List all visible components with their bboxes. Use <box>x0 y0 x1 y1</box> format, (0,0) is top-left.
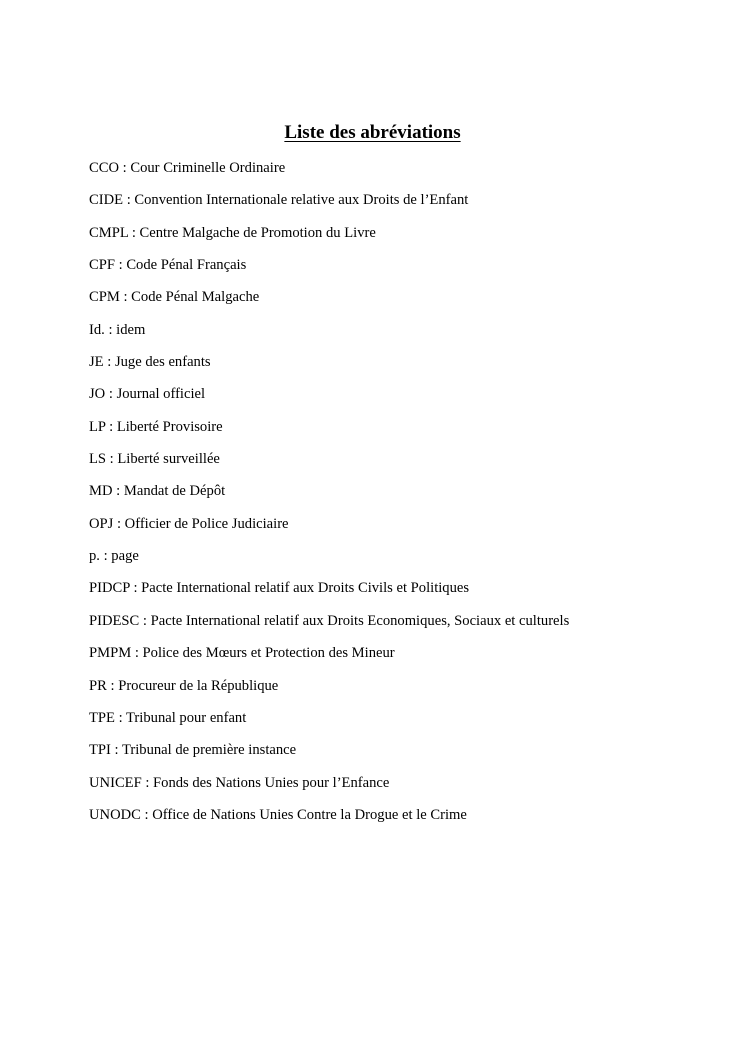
abbreviation-item: PR : Procureur de la République <box>89 677 279 694</box>
abbreviation-item: TPE : Tribunal pour enfant <box>89 709 247 726</box>
abbreviation-item: LS : Liberté surveillée <box>89 451 220 468</box>
abbreviation-item: Id. : idem <box>89 321 146 338</box>
abbreviation-item: UNODC : Office de Nations Unies Contre la Drogue et le Crime <box>89 806 467 823</box>
abbreviation-item: UNICEF : Fonds des Nations Unies pour l’Enfance <box>89 774 390 791</box>
abbreviation-item: MD : Mandat de Dépôt <box>89 483 226 500</box>
abbreviation-item: p. : page <box>89 548 139 565</box>
abbreviation-item: PIDESC : Pacte International relatif aux Droits Economiques, Sociaux et culturels <box>89 612 570 629</box>
abbreviation-item: CMPL : Centre Malgache de Promotion du Livre <box>89 224 376 241</box>
abbreviation-item: PMPM : Police des Mœurs et Protection des Mineur <box>89 645 395 662</box>
abbreviation-item: PIDCP : Pacte International relatif aux Droits Civils et Politiques <box>89 580 470 597</box>
abbreviation-item: CIDE : Convention Internationale relative aux Droits de l’Enfant <box>89 192 469 209</box>
abbreviation-item: CCO : Cour Criminelle Ordinaire <box>89 160 286 176</box>
abbreviation-item: OPJ : Officier de Police Judiciaire <box>89 515 289 532</box>
page-title <box>0 120 745 146</box>
abbreviation-item: TPI : Tribunal de première instance <box>89 742 297 759</box>
abbreviation-item: JO : Journal officiel <box>89 386 206 403</box>
abbreviation-list <box>89 152 709 831</box>
abbreviation-item: CPM : Code Pénal Malgache <box>89 289 260 306</box>
abbreviation-item: JE : Juge des enfants <box>89 354 211 371</box>
page-title-text: Liste des abréviations <box>284 122 461 143</box>
abbreviation-item: LP : Liberté Provisoire <box>89 418 223 435</box>
abbreviation-item: CPF : Code Pénal Français <box>89 257 247 274</box>
